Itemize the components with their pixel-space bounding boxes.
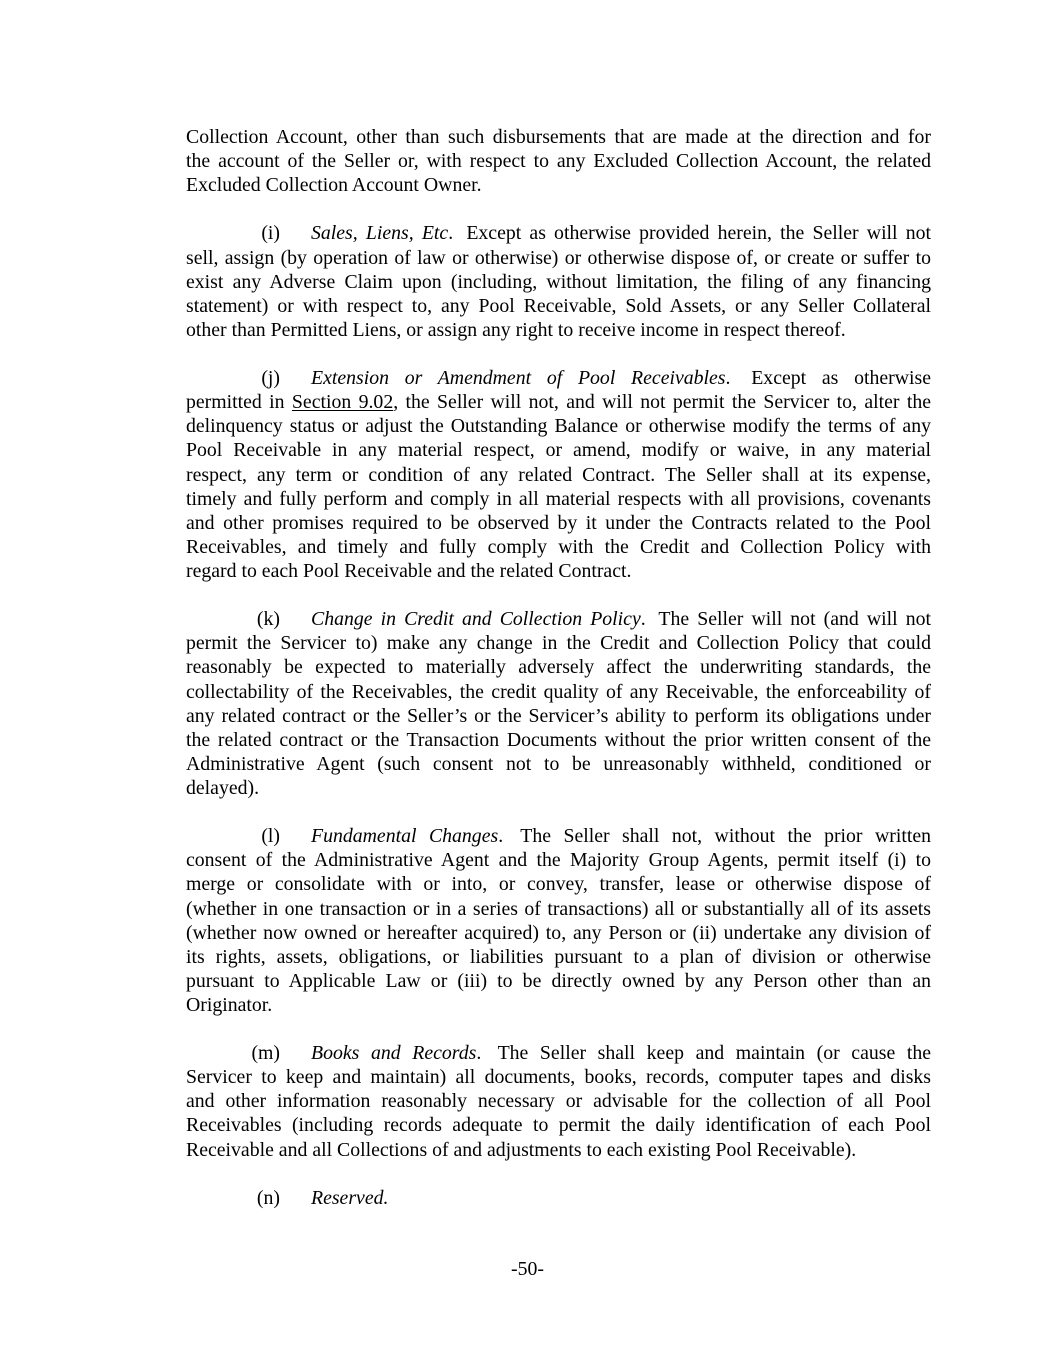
line-text: , the Seller will not, and will not permit the Servicer to, alter the [393,391,931,414]
intro-paragraph [186,125,931,197]
section-first-line-text [311,824,931,848]
section-k [186,607,931,800]
section-label: (j) [261,367,280,390]
section-first-line [186,824,931,848]
paragraph-line: Administrative Agent (such consent not to be unreasonably withheld, conditioned or [186,752,931,775]
paragraph-line: and other promises required to be observed by it under the Contracts related to the Pool [186,511,931,534]
section-i [186,221,931,342]
section-heading: Change in Credit and Collection Policy [311,608,641,631]
section-first-line-text [311,1041,931,1065]
section-label: (i) [261,222,280,245]
paragraph-line: (whether in one transaction or in a series of transactions) all or substantially all of its assets [186,897,931,920]
paragraph-line: delinquency status or adjust the Outstanding Balance or otherwise modify the terms of any [186,415,931,438]
section-n [186,1186,931,1210]
paragraph-line [186,390,931,414]
paragraph-line: any related contract or the Seller’s or the Servicer’s ability to perform its obligations under [186,704,931,727]
paragraph-line: pursuant to Applicable Law or (iii) to be directly owned by any Person other than an [186,969,931,992]
paragraph-line: collectability of the Receivables, the credit quality of any Receivable, the enforceability of [186,680,931,703]
paragraph-line: sell, assign (by operation of law or otherwise) or otherwise dispose of, or create or suffer to [186,246,931,269]
paragraph-line: Receivables (including records adequate to permit the daily identification of each Pool [186,1114,931,1137]
paragraph-line: statement) or with respect to, any Pool Receivable, Sold Assets, or any Seller Collateral [186,294,931,317]
paragraph-line: the account of the Seller or, with respect to any Excluded Collection Account, the related [186,150,931,173]
section-heading: Extension or Amendment of Pool Receivables [311,367,726,390]
paragraph-line: Collection Account, other than such disbursements that are made at the direction and for [186,126,931,148]
section-label: (n) [256,1186,280,1209]
heading-period: . [448,222,454,245]
heading-period: . [498,825,504,848]
paragraph-line: delayed). [186,776,260,799]
document-body [186,125,931,1234]
paragraph-line: (whether now owned or hereafter acquired) to, any Person or (ii) undertake any division of [186,921,931,944]
paragraph-line: regard to each Pool Receivable and the related Contract. [186,559,632,582]
section-heading: Reserved. [311,1186,389,1209]
section-j [186,366,931,583]
heading-period: . [725,367,731,390]
line-text: permitted in [186,391,285,414]
section-label: (k) [256,608,280,631]
section-heading: Fundamental Changes [311,825,499,848]
page-number: -50- [511,1258,544,1280]
paragraph-line: consent of the Administrative Agent and the Majority Group Agents, permit itself (i) to [186,849,931,872]
paragraph-line: Excluded Collection Account Owner. [186,174,482,197]
paragraph-line: reasonably be expected to materially adversely affect the underwriting standards, the [186,656,931,679]
section-first-line [186,1041,931,1065]
paragraph-line: respect, any term or condition of any related Contract. The Seller shall at its expense, [186,463,931,486]
paragraph-line: permit the Servicer to) make any change in the Credit and Collection Policy that could [186,632,931,655]
paragraph-line: its rights, assets, obligations, or liabilities pursuant to a plan of division or otherwise [186,945,931,968]
section-first-line-body: The Seller shall keep and maintain (or cause the [497,1042,932,1065]
section-first-line-body: The Seller will not (and will not [658,608,931,631]
section-label: (m) [251,1042,280,1065]
section-first-line-text [311,366,931,390]
paragraph-line: Receivable and all Collections of and adjustments to each existing Pool Receivable). [186,1138,857,1161]
section-first-line-body: Except as otherwise [751,367,931,390]
section-heading: Books and Records [311,1042,477,1065]
section-m [186,1041,931,1162]
paragraph-line: exist any Adverse Claim upon (including, without limitation, the filing of any financing [186,270,931,293]
paragraph-line: Originator. [186,993,273,1016]
section-first-line [186,1186,931,1210]
paragraph-line: and other information reasonably necessary or advisable for the collection of all Pool [186,1090,931,1113]
section-l [186,824,931,1017]
paragraph-line: Receivables, and timely and fully comply with the Credit and Collection Policy with [186,535,931,558]
paragraph-line: other than Permitted Liens, or assign any right to receive income in respect thereof. [186,318,846,341]
paragraph-line: the related contract or the Transaction Documents without the prior written consent of the [186,728,931,751]
section-first-line [186,607,931,631]
section-label: (l) [261,825,280,848]
section-first-line [186,366,931,390]
section-first-line [186,221,931,245]
section-first-line-text [311,607,931,631]
section-first-line-text [311,1186,931,1210]
heading-period: . [476,1042,482,1065]
paragraph-line: merge or consolidate with or into, or convey, transfer, lease or otherwise dispose of [186,873,931,896]
section-first-line-text [311,221,931,245]
section-heading: Sales, Liens, Etc [311,222,449,245]
section-first-line-body: The Seller shall not, without the prior written [520,825,932,848]
paragraph-line: timely and fully perform and comply in all material respects with all provisions, covenants [186,487,931,510]
heading-period: . [640,608,646,631]
paragraph-line: Servicer to keep and maintain) all documents, books, records, computer tapes and disks [186,1066,931,1089]
paragraph-line: Pool Receivable in any material respect, or amend, modify or waive, in any material [186,439,931,462]
section-first-line-body: Except as otherwise provided herein, the Seller will not [466,222,931,245]
section-cross-reference: Section 9.02 [291,391,394,414]
